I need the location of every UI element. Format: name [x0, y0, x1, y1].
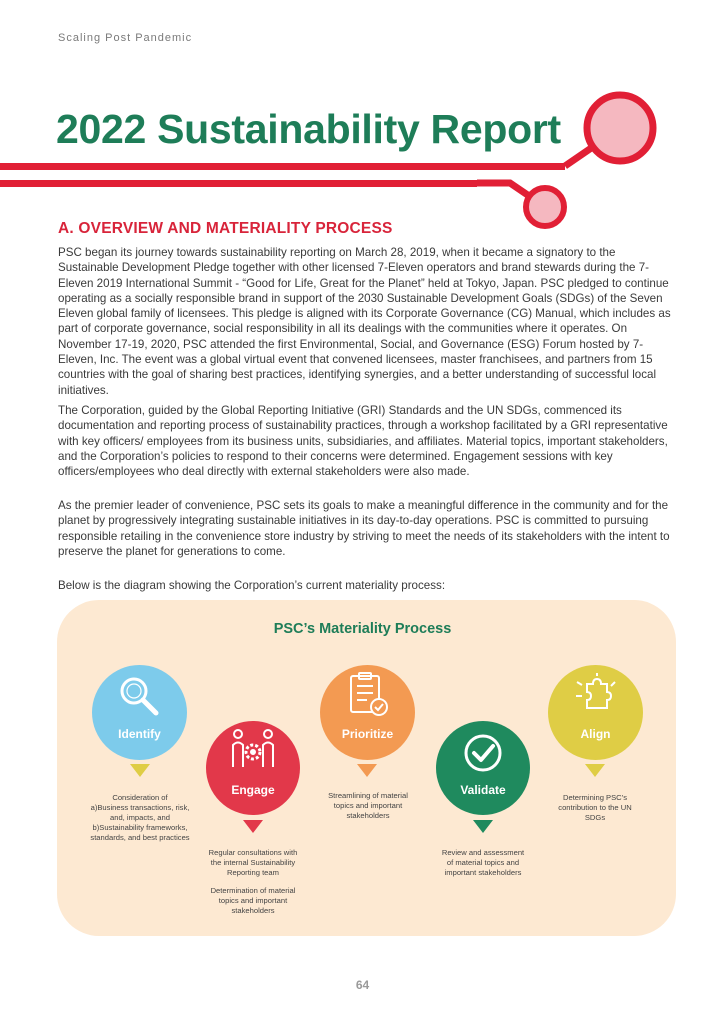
magnifier-icon — [117, 674, 161, 718]
paragraph: The Corporation, guided by the Global Reporting Initiative (GRI) Standards and the UN SDGs, commenced its documentation and reporting process of sustainability practices, through a workshop facilitated by a GRI representative with key officers/ employees from its business units, subsidiaries, and affiliates. Material topics, important stakeholders, and the Corporation’s policies to respond to their concerns were determined. Engagement sessions with key officers/employees who deal directly with external stakeholders were also made. — [58, 404, 668, 479]
step-note: Streamlining of material topics and important stakeholders — [328, 791, 408, 820]
step-align — [548, 665, 643, 760]
step-label: Validate — [460, 783, 506, 797]
step-pointer — [473, 820, 493, 833]
step-label: Engage — [231, 783, 275, 797]
step-validate — [436, 721, 530, 815]
puzzle-icon — [573, 672, 619, 718]
step-note: Consideration of a)Business transactions, risk, and, impacts, and b)Sustainability frameworks, standards, and best practices — [90, 793, 190, 842]
report-title: 2022 Sustainability Report — [56, 106, 561, 152]
paragraph: Below is the diagram showing the Corporation’s current materiality process: — [58, 579, 446, 592]
people-gear-icon — [230, 727, 276, 773]
step-label: Align — [580, 727, 611, 741]
step-note: Regular consultations with the internal Sustainability Reporting team — [208, 848, 298, 877]
step-pointer — [243, 820, 263, 833]
step-note-secondary: Determination of material topics and important stakeholders — [210, 886, 296, 915]
step-identify — [92, 665, 187, 760]
step-pointer — [585, 764, 605, 777]
checklist-icon — [347, 671, 391, 719]
step-engage — [206, 721, 300, 815]
step-label: Identify — [118, 727, 161, 741]
step-prioritize — [320, 665, 415, 760]
diagram-title: PSC’s Materiality Process — [273, 621, 452, 637]
step-note: Determining PSC’s contribution to the UN SDGs — [558, 793, 632, 822]
page-number: 64 — [355, 978, 370, 992]
paragraph: PSC began its journey towards sustainability reporting on March 28, 2019, when it became a signatory to the Sustainable Development Pledge together with other licensed 7-Eleven operators and brand stewards during the 7-Eleven 2019 International Summit - “Good for Life, Great for the Planet” held at Tokyo, Japan. PSC pledged to continue operating as a socially responsible brand in support of the 2030 Sustainable Development Goals (SDGs) of the Seven Eleven global family of licensees. This pledge is aligned with its Corporate Governance (CG) Manual, which includes as part of corporate governance, social responsibility in all its dealings with the communities where it operates. On November 17-19, 2020, PSC attended the first Environmental, Social, and Governance (ESG) Forum hosted by 7-Eleven, Inc. The event was a global virtual event that convened licensees, master franchisees, and partners from 15 countries with the goal of sharing best practices, identifying synergies, and a better understanding of successful local initiatives. — [58, 246, 671, 397]
checkmark-icon — [462, 732, 504, 774]
step-label: Prioritize — [341, 727, 394, 741]
step-pointer — [357, 764, 377, 777]
running-head: Scaling Post Pandemic — [58, 32, 193, 44]
step-note: Review and assessment of material topics and important stakeholders — [441, 848, 525, 877]
paragraph: As the premier leader of convenience, PSC sets its goals to make a meaningful difference in the community and for the planet by progressively integrating sustainable initiatives in its day-to-day operations. PSC is committed to pursuing responsible retailing in the convenience store industry by striving to meet the needs of its stakeholders with the intent to preserve the planet for generations to come. — [58, 499, 670, 558]
section-heading: A. OVERVIEW AND MATERIALITY PROCESS — [58, 220, 393, 237]
step-pointer — [130, 764, 150, 777]
